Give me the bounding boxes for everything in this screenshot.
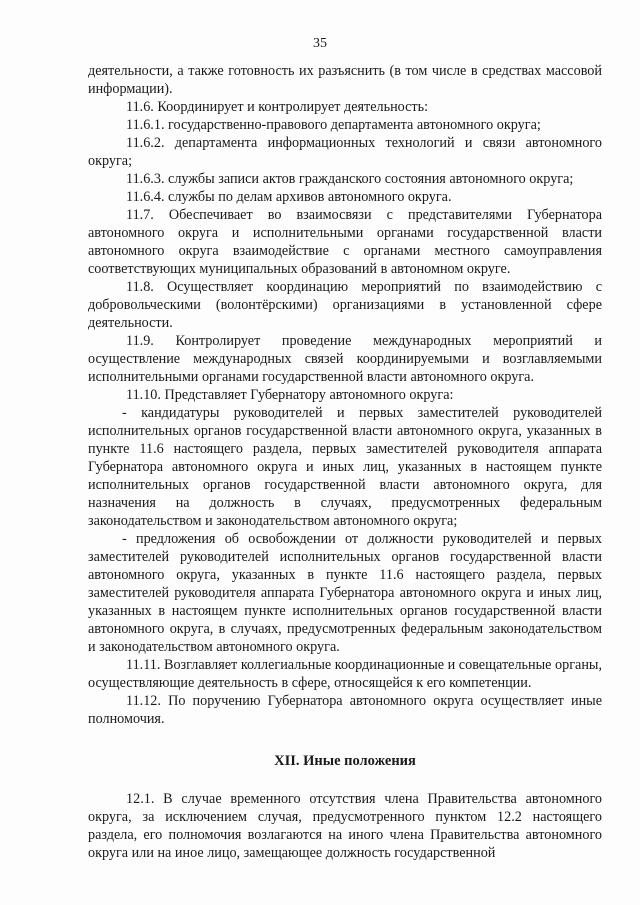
paragraph-11-6-2: 11.6.2. департамента информационных технологий и связи автономного округа; (88, 135, 602, 169)
page-number: 35 (313, 36, 327, 51)
paragraph-11-6-3: 11.6.3. службы записи актов гражданского состояния автономного округа; (126, 171, 574, 187)
paragraph-11-12: 11.12. По поручению Губернатора автономного округа осуществляет иные полномочия. (88, 693, 602, 727)
paragraph-11-6: 11.6. Координирует и контролирует деятельность: (126, 99, 429, 115)
paragraph-11-8: 11.8. Осуществляет координацию мероприятий по взаимодействию с добровольческими (волонтёрскими) организациями в установленной сфере деятельности. (88, 279, 602, 331)
paragraph-11-10: 11.10. Представляет Губернатору автономного округа: (126, 387, 454, 403)
list-item-dismissal: - предложения об освобождении от должности руководителей и первых заместителей руководителей исполнительных органов государственной власти автономного округа, указанных в пункте 11.6 настоящего раздела, первых заместителей руководителя аппарата Губернатора автономного округа и иных лиц, указанных в настоящем пункте исполнительных органов государственной власти автономного округа, в случаях, предусмотренных федеральным законодательством и законодательством автономного округа. (88, 531, 602, 655)
paragraph-11-11: 11.11. Возглавляет коллегиальные координационные и совещательные органы, осуществляющие деятельность в сфере, относящейся к его компетенции. (88, 657, 602, 691)
paragraph-11-6-4: 11.6.4. службы по делам архивов автономного округа. (126, 189, 452, 205)
section-heading: XII. Иные положения (274, 753, 416, 769)
paragraph-11-6-1: 11.6.1. государственно-правового департамента автономного округа; (126, 117, 541, 133)
paragraph-11-9: 11.9. Контролирует проведение международных мероприятий и осуществление международных связей координируемыми и возглавляемыми исполнительными органами государственной власти автономного округа. (88, 333, 602, 385)
document-body (88, 62, 602, 862)
paragraph-11-7: 11.7. Обеспечивает во взаимосвязи с представителями Губернатора автономного округа и исполнительными органами государственной власти автономного округа взаимодействие с органами местного самоуправления соответствующих муниципальных образований в автономном округе. (88, 207, 602, 277)
list-item-candidates: - кандидатуры руководителей и первых заместителей руководителей исполнительных органов государственной власти автономного округа, указанных в пункте 11.6 настоящего раздела, первых заместителей руководителя аппарата Губернатора автономного округа и иных лиц, указанных в настоящем пункте исполнительных органов государственной власти автономного округа, для назначения на должность в случаях, предусмотренных федеральным законодательством и законодательством автономного округа; (88, 405, 602, 529)
paragraph-continuation: деятельности, а также готовность их разъяснить (в том числе в средствах массовой информации). (88, 63, 602, 97)
paragraph-12-1: 12.1. В случае временного отсутствия члена Правительства автономного округа, за исключением случая, предусмотренного пунктом 12.2 настоящего раздела, его полномочия возлагаются на иного члена Правительства автономного округа или на иное лицо, замещающее должность государственной (88, 791, 602, 861)
